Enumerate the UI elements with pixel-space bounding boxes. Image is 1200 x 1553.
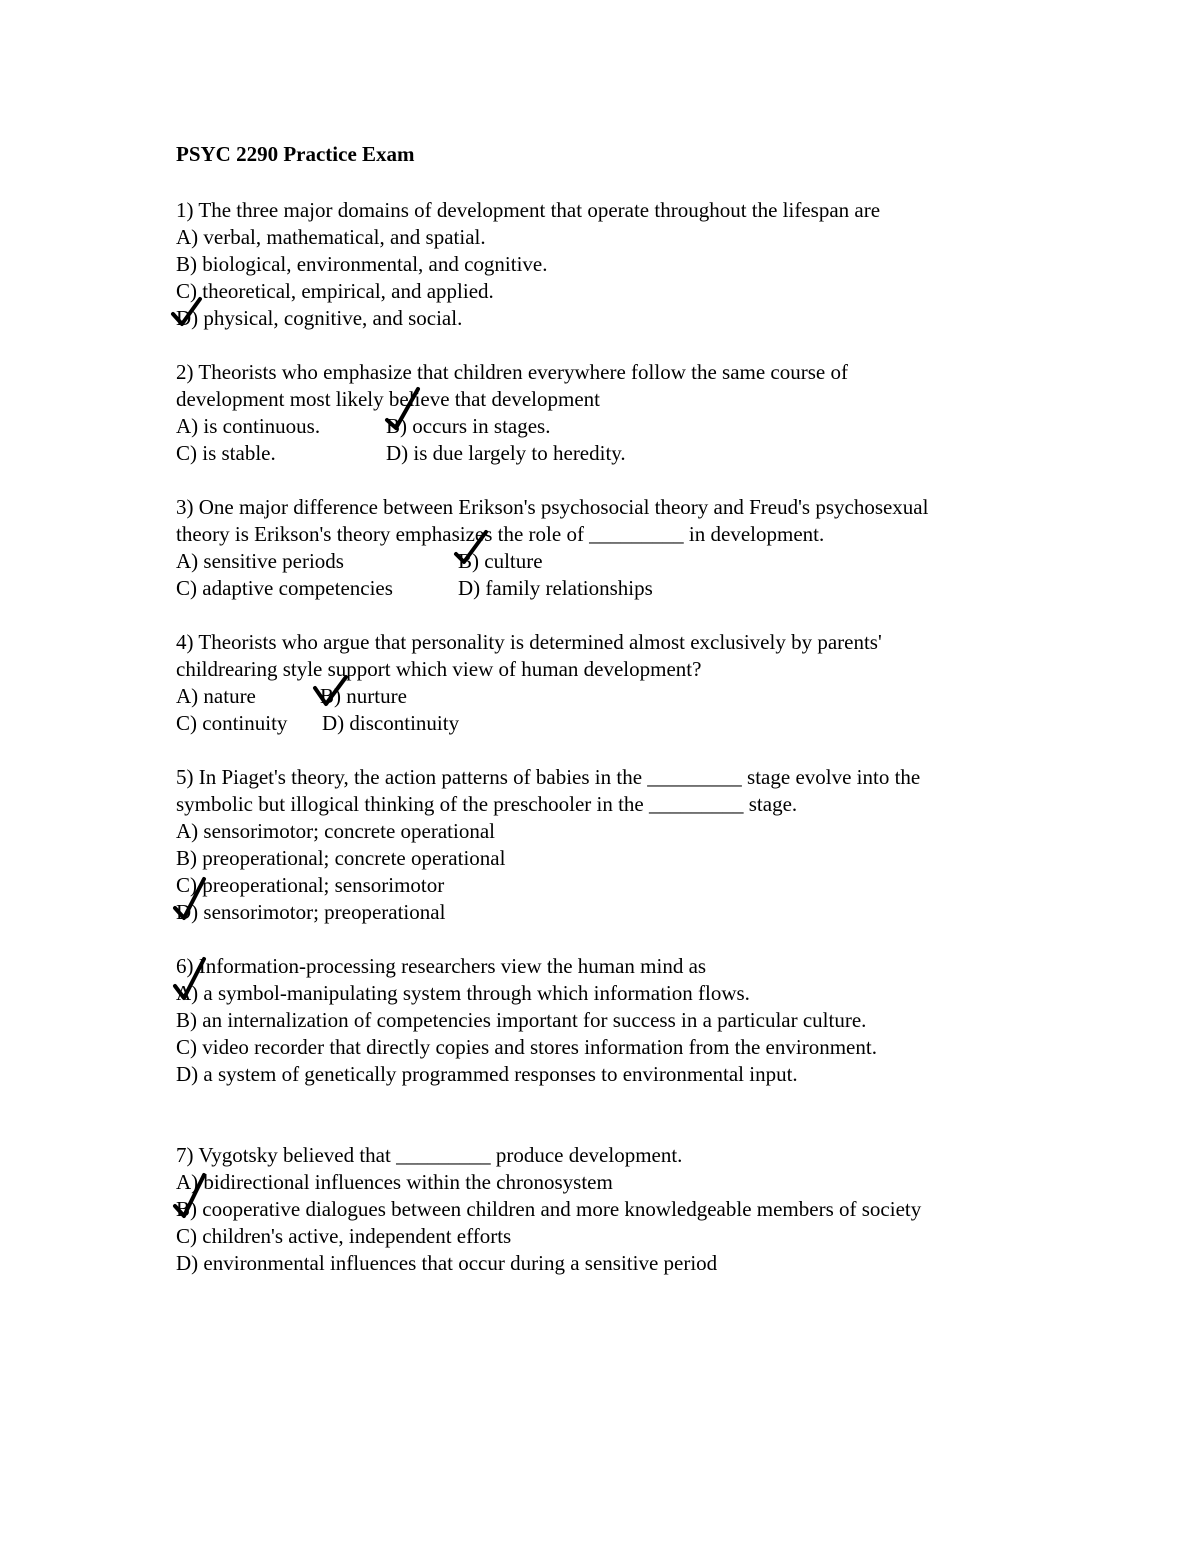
question-6-option-d: D) a system of genetically programmed responses to environmental input.	[176, 1062, 798, 1086]
question-7-option-d: D) environmental influences that occur during a sensitive period	[176, 1251, 718, 1275]
question-5-option-a: A) sensorimotor; concrete operational	[176, 819, 495, 843]
question-7-stem: 7) Vygotsky believed that _________ produce development.	[176, 1143, 683, 1167]
checkmark-icon	[172, 1172, 210, 1222]
question-2-option-a: A) is continuous.	[176, 414, 321, 438]
question-3-option-a: A) sensitive periods	[176, 549, 344, 573]
checkmark-icon	[172, 876, 210, 924]
question-4-option-d: D) discontinuity	[322, 711, 460, 735]
question-5-option-b: B) preoperational; concrete operational	[176, 846, 506, 870]
question-4-stem-line-1: 4) Theorists who argue that personality is determined almost exclusively by parents'	[176, 630, 882, 654]
page-title: PSYC 2290 Practice Exam	[176, 142, 415, 166]
question-1-option-b: B) biological, environmental, and cognitive.	[176, 252, 548, 276]
question-3-option-d: D) family relationships	[458, 576, 653, 600]
question-2-stem-line-2: development most likely believe that development	[176, 387, 600, 411]
question-1-option-a: A) verbal, mathematical, and spatial.	[176, 225, 486, 249]
question-6-option-a: A) a symbol-manipulating system through which information flows.	[176, 981, 750, 1005]
checkmark-icon	[384, 386, 424, 432]
question-4-stem-line-2: childrearing style support which view of human development?	[176, 657, 702, 681]
checkmark-icon	[452, 528, 492, 568]
question-4-option-a: A) nature	[176, 684, 256, 708]
question-6-option-b: B) an internalization of competencies important for success in a particular culture.	[176, 1008, 867, 1032]
question-5-option-d: D) sensorimotor; preoperational	[176, 900, 446, 924]
question-7-option-b: B) cooperative dialogues between children and more knowledgeable members of society	[176, 1197, 922, 1221]
question-5-option-c: C) preoperational; sensorimotor	[176, 873, 445, 897]
question-7-option-a: A) bidirectional influences within the chronosystem	[176, 1170, 613, 1194]
question-2-option-c: C) is stable.	[176, 441, 276, 465]
question-4-option-c: C) continuity	[176, 711, 288, 735]
checkmark-icon	[170, 296, 206, 330]
question-2-option-b: B) occurs in stages.	[386, 414, 551, 438]
checkmark-icon	[312, 674, 350, 712]
question-3-stem-line-2: theory is Erikson's theory emphasizes the role of _________ in development.	[176, 522, 825, 546]
question-6-stem: 6) Information-processing researchers view the human mind as	[176, 954, 707, 978]
question-1-option-d: D) physical, cognitive, and social.	[176, 306, 463, 330]
question-4-option-b: B) nurture	[320, 684, 407, 708]
question-2-option-d: D) is due largely to heredity.	[386, 441, 626, 465]
question-3-option-b: B) culture	[458, 549, 543, 573]
question-3-stem-line-1: 3) One major difference between Erikson's psychosocial theory and Freud's psychosexual	[176, 495, 929, 519]
question-5-stem-line-1: 5) In Piaget's theory, the action patterns of babies in the _________ stage evolve into the	[176, 765, 921, 789]
question-3-option-c: C) adaptive competencies	[176, 576, 393, 600]
checkmark-icon	[172, 956, 210, 1004]
question-7-option-c: C) children's active, independent efforts	[176, 1224, 512, 1248]
question-2-stem-line-1: 2) Theorists who emphasize that children everywhere follow the same course of	[176, 360, 848, 384]
question-1-option-c: C) theoretical, empirical, and applied.	[176, 279, 494, 303]
question-6-option-c: C) video recorder that directly copies and stores information from the environment.	[176, 1035, 877, 1059]
question-5-stem-line-2: symbolic but illogical thinking of the preschooler in the _________ stage.	[176, 792, 798, 816]
question-1-stem: 1) The three major domains of development that operate throughout the lifespan are	[176, 198, 881, 222]
